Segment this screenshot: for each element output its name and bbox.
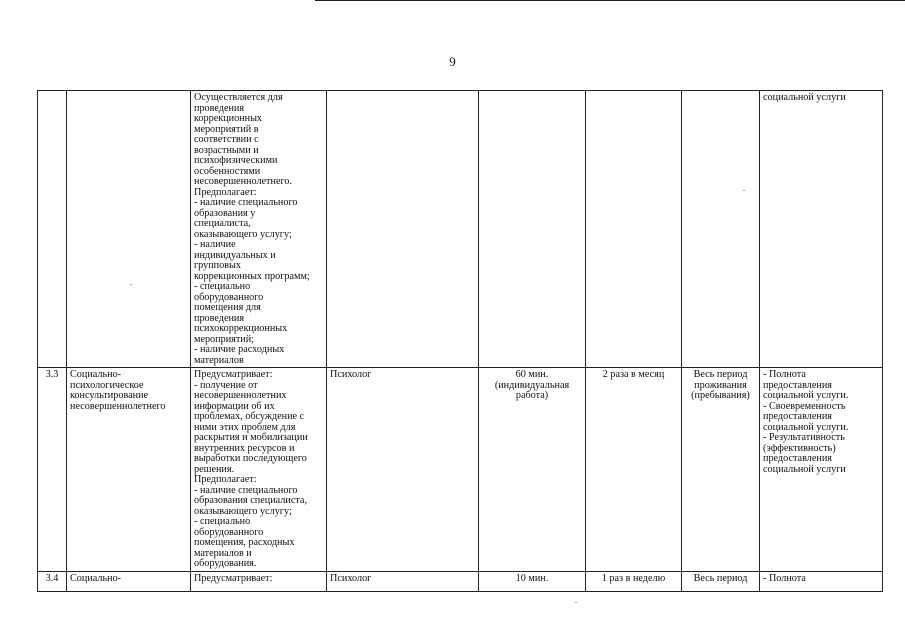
cell-frequency	[586, 368, 682, 572]
cell-line: оборудованного	[194, 526, 264, 538]
cell-line: ними этих проблем для	[194, 421, 296, 433]
cell-line: образования у	[194, 207, 256, 219]
cell-line: - наличие специального	[194, 484, 298, 496]
cell-line: Предполагает:	[194, 186, 257, 198]
cell-line: проблемах, обсуждение с	[194, 411, 305, 422]
cell-line: специалиста,	[194, 218, 251, 229]
cell-line: психологическое	[70, 379, 144, 391]
cell-line: - наличие	[194, 239, 236, 250]
cell-line: выработки последующего	[194, 453, 307, 464]
cell-line: проведения	[194, 312, 245, 324]
cell-period	[682, 368, 760, 572]
cell-frequency	[586, 571, 682, 591]
cell-line: социальной услуги.	[763, 421, 849, 433]
cell-frequency	[586, 91, 682, 368]
top-border-line	[315, 0, 905, 1]
page-number: 9	[449, 54, 456, 69]
cell-line: проживания	[694, 379, 747, 391]
cell-line: решения.	[194, 463, 235, 475]
cell-line: Весь период	[693, 572, 748, 584]
cell-line: - получение от	[194, 379, 258, 391]
cell-number	[38, 91, 67, 368]
cell-duration	[479, 571, 586, 591]
cell-line: предоставления	[763, 453, 832, 464]
cell-line: несовершеннолетнего.	[194, 176, 293, 187]
cell-line: - наличие специального	[194, 197, 298, 208]
cell-line: мероприятий в	[194, 123, 259, 135]
cell-line: консультирование	[70, 390, 149, 401]
cell-service-name	[67, 91, 191, 368]
cell-line: (пребывания)	[691, 390, 750, 401]
cell-line: психофизическими	[194, 155, 278, 166]
cell-line: проведения	[194, 102, 245, 114]
cell-line: коррекционных	[194, 113, 263, 124]
cell-line: психокоррекционных	[194, 323, 288, 334]
cell-line: - Полнота	[763, 572, 806, 584]
cell-line: внутренних ресурсов и	[194, 442, 295, 454]
cell-line: помещения, расходных	[194, 537, 295, 548]
cell-line: индивидуальных и	[194, 249, 276, 261]
cell-service-name	[67, 571, 191, 591]
cell-service-name	[67, 368, 191, 572]
scan-speck	[575, 602, 577, 603]
cell-description	[191, 368, 327, 572]
cell-line: несовершеннолетнего	[70, 400, 166, 412]
cell-number: 3.4	[38, 571, 67, 591]
cell-provider	[327, 571, 479, 591]
cell-provider	[327, 91, 479, 368]
cell-number: 3.3	[38, 368, 67, 572]
cell-line: Предполагает:	[194, 474, 257, 485]
cell-line: Предусматривает:	[194, 572, 273, 584]
cell-line: оказывающего услугу;	[194, 505, 292, 517]
services-table	[37, 90, 883, 592]
cell-line: образования специалиста,	[194, 495, 307, 506]
cell-line: Осуществляется для	[194, 92, 283, 103]
cell-line: Психолог	[330, 572, 372, 584]
cell-line: социальной услуги.	[763, 390, 849, 401]
cell-criteria	[760, 91, 883, 368]
cell-line: социальной услуги	[763, 463, 846, 475]
cell-line: коррекционных программ;	[194, 270, 310, 282]
cell-duration	[479, 91, 586, 368]
cell-line: 1 раз в неделю	[601, 572, 666, 584]
cell-line: предоставления	[763, 379, 832, 391]
cell-line: Весь период	[693, 369, 748, 380]
cell-duration	[479, 368, 586, 572]
cell-line: Социально-	[70, 572, 122, 584]
scan-speck	[743, 190, 745, 191]
cell-criteria	[760, 571, 883, 591]
cell-period	[682, 571, 760, 591]
cell-line: несовершеннолетних	[194, 390, 287, 401]
cell-line: - Полнота	[763, 369, 806, 380]
cell-line: материалов и	[194, 547, 252, 559]
cell-line: Социально-	[70, 369, 122, 380]
cell-line: работа)	[515, 390, 549, 401]
cell-line: оборудования.	[194, 558, 257, 569]
cell-line: информации об их	[194, 400, 275, 412]
cell-line: - Своевременность	[763, 400, 846, 412]
cell-line: - специально	[194, 281, 251, 292]
cell-line: - специально	[194, 516, 251, 527]
cell-line: предоставления	[763, 411, 832, 422]
cell-line: (эффективность)	[763, 442, 836, 454]
table-row	[38, 91, 883, 368]
cell-line: помещения для	[194, 302, 261, 313]
cell-line: раскрытия и мобилизации	[194, 432, 308, 443]
cell-line: групповых	[194, 260, 241, 271]
cell-line: Психолог	[330, 369, 372, 380]
cell-line: возрастными и	[194, 144, 259, 156]
cell-line: материалов	[194, 354, 244, 366]
cell-line: соответствии с	[194, 134, 259, 145]
cell-line: 2 раза в месяц	[602, 369, 665, 380]
cell-criteria	[760, 368, 883, 572]
cell-line: 10 мин.	[515, 572, 549, 584]
table-row	[38, 571, 883, 591]
cell-provider	[327, 368, 479, 572]
cell-line: Предусматривает:	[194, 369, 273, 380]
cell-line: (индивидуальная	[494, 379, 570, 391]
scan-speck	[130, 284, 132, 285]
table-body	[38, 91, 883, 592]
cell-description	[191, 571, 327, 591]
cell-line: социальной услуги	[763, 92, 846, 103]
cell-line: оборудованного	[194, 291, 264, 303]
cell-period	[682, 91, 760, 368]
cell-line: - наличие расходных	[194, 344, 285, 355]
cell-line: оказывающего услугу;	[194, 228, 292, 240]
table-row	[38, 368, 883, 572]
cell-line: 60 мин.	[515, 369, 549, 380]
cell-description	[191, 91, 327, 368]
cell-line: мероприятий;	[194, 333, 255, 345]
cell-line: особенностями	[194, 165, 261, 177]
cell-line: - Результативность	[763, 432, 845, 443]
